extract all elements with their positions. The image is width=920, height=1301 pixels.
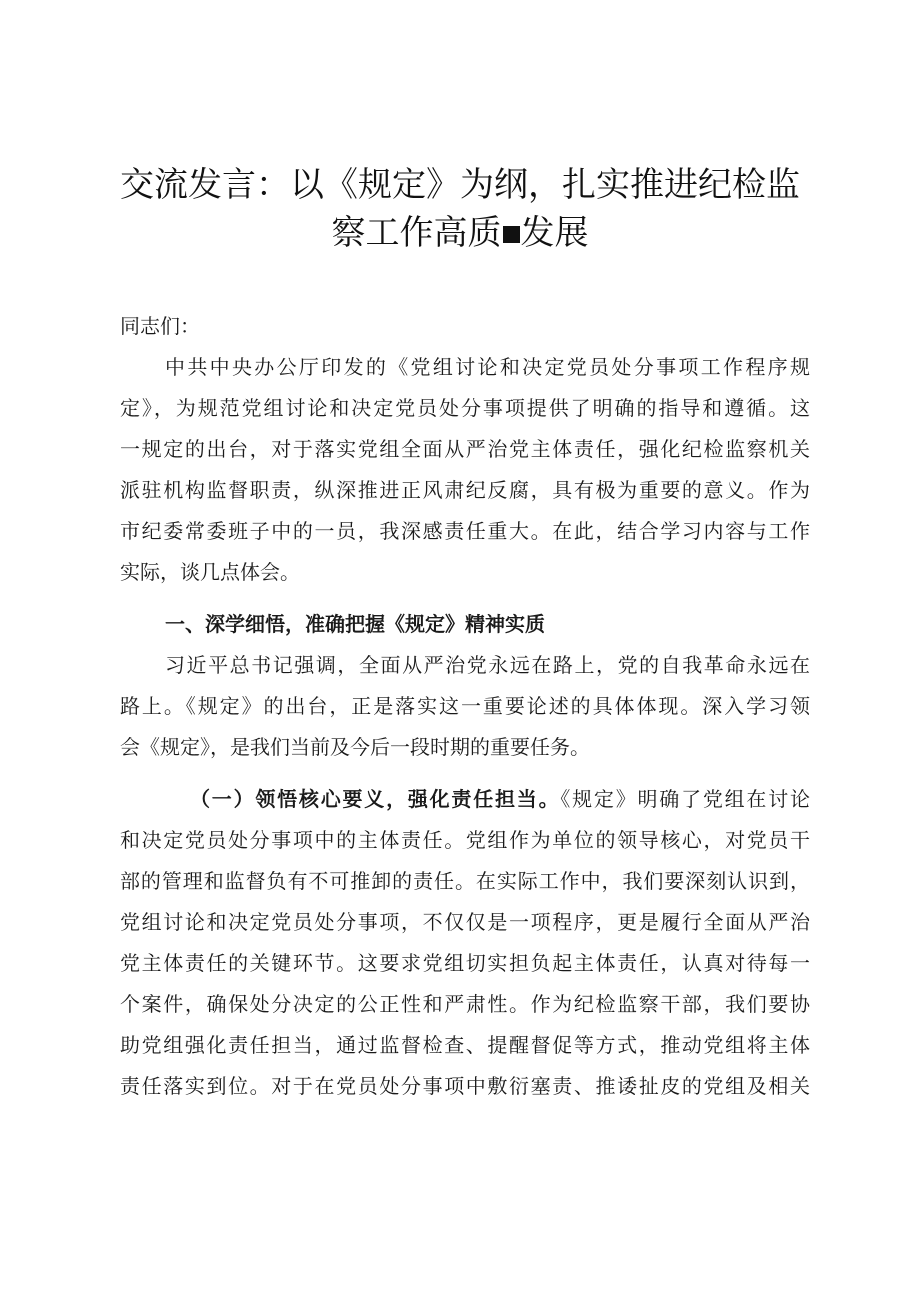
subsection-1-line: 助党组强化责任担当，通过监督检查、提醒督促等方式，推动党组将主体 [120,1033,810,1057]
intro-line: 实际，谈几点体会。 [120,560,300,584]
intro-line: 定》，为规范党组讨论和决定党员处分事项提供了明确的指导和遵循。这 [120,396,810,420]
redacted-glyph-box [503,226,520,243]
intro-line: 中共中央办公厅印发的《党组讨论和决定党员处分事项工作程序规 [165,355,810,379]
intro-line: 市纪委常委班子中的一员，我深感责任重大。在此，结合学习内容与工作 [120,519,810,543]
subsection-1-line: 和决定党员处分事项中的主体责任。党组作为单位的领导核心，对党员干 [120,828,810,852]
salutation: 同志们： [120,314,200,338]
document-title-line-2 [100,209,820,257]
section-1-line: 习近平总书记强调，全面从严治党永远在路上，党的自我革命永远在 [165,653,810,677]
section-1-line: 会《规定》，是我们当前及今后一段时期的重要任务。 [120,735,590,759]
subsection-1-line: 个案件，确保处分决定的公正性和严肃性。作为纪检监察干部，我们要协 [120,992,810,1016]
document-title-line-1: 交流发言：以《规定》为纲，扎实推进纪检监 [120,165,800,205]
title-text-part-b: 发展 [520,213,589,253]
subsection-1-line: 部的管理和监督负有不可推卸的责任。在实际工作中，我们要深刻认识到， [120,869,810,893]
subsection-1-line: 党组讨论和决定党员处分事项，不仅仅是一项程序，更是履行全面从严治 [120,910,810,934]
subsection-1-line: 党主体责任的关键环节。这要求党组切实担负起主体责任，认真对待每一 [120,951,810,975]
subsection-1-first-line [190,784,810,814]
title-text-part-a: 察工作高质 [331,213,502,253]
subsection-1-first-line-text: 《规定》明确了党组在讨论 [560,787,810,811]
intro-line: 一规定的出台，对于落实党组全面从严治党主体责任，强化纪检监察机关 [120,437,810,461]
intro-line: 派驻机构监督职责，纵深推进正风肃纪反腐，具有极为重要的意义。作为 [120,478,810,502]
subsection-1-heading: （一）领悟核心要义，强化责任担当。 [190,787,561,811]
subsection-1-line: 责任落实到位。对于在党员处分事项中敷衍塞责、推诿扯皮的党组及相关 [120,1074,810,1098]
section-1-heading: 一、深学细悟，准确把握《规定》精神实质 [165,612,545,636]
section-1-line: 路上。《规定》的出台，正是落实这一重要论述的具体体现。深入学习领 [120,694,810,718]
